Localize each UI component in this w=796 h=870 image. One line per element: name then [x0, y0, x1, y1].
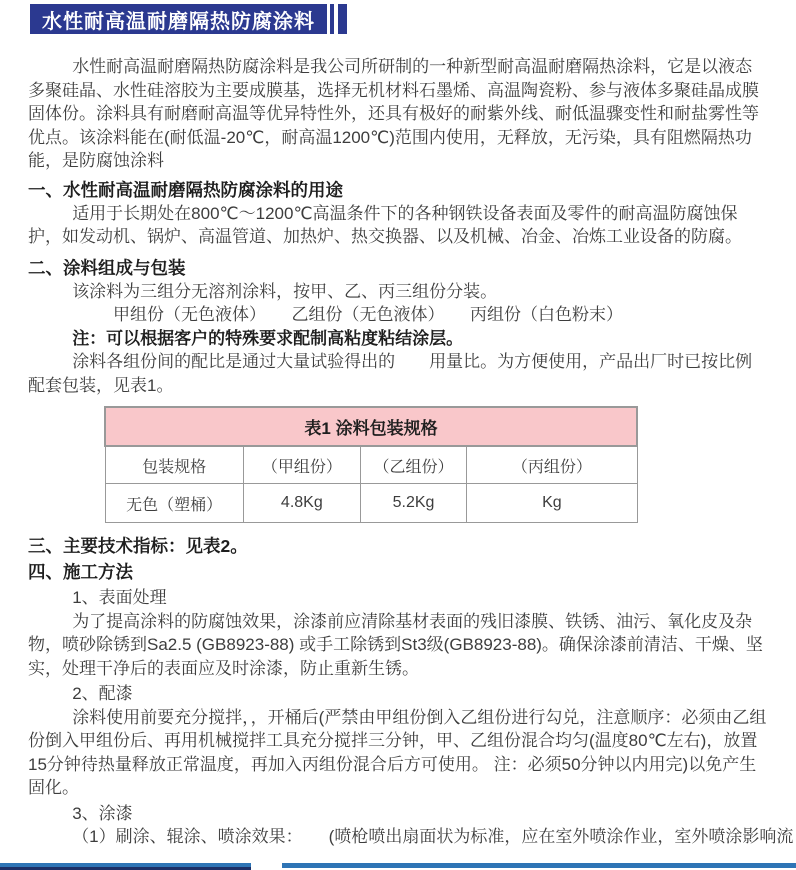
title-bar	[30, 4, 768, 34]
section-4-sub1-body: 为了提高涂料的防腐蚀效果，涂漆前应清除基材表面的残旧漆膜、铁锈、油污、氧化皮及杂物，喷砂除锈到Sa2.5 (GB8923-88) 或手工除锈到St3级(GB8923-88)。确保涂漆前清洁、干燥、坚实，处理干净后的表面应及时涂漆，防止重新生锈。	[28, 611, 763, 678]
table-header-cell: （乙组份）	[360, 446, 466, 484]
sub3-line-left-text: （1）刷涂、辊涂、喷涂效果：	[72, 827, 303, 846]
table-title-row	[105, 407, 637, 446]
section-2-note: 注：可以根据客户的特殊要求配制高粘度粘结涂层。	[72, 328, 464, 348]
section-2-components-line: 甲组份（无色液体） 乙组份（无色液体） 丙组份（白色粉末）	[113, 305, 623, 324]
table-header-cell: （甲组份）	[243, 446, 360, 484]
section-2-line3: 涂料各组份间的配比是通过大量试验得出的 用量比。为方便使用，产品出厂时已按比例配套包装，见表1。	[28, 352, 753, 395]
section-3-heading: 三、主要技术指标：见表2。	[28, 536, 248, 556]
sub3-line-right-text: (喷枪喷出扇面状为标准，应在室外喷涂作业，室外喷涂影响流	[328, 827, 794, 846]
section-1-body: 适用于长期处在800℃～1200℃高温条件下的各种钢铁设备表面及零件的耐高温防腐蚀保护，如发动机、锅炉、高温管道、加热炉、热交换器、以及机械、冶金、冶炼工业设备的防腐。	[28, 203, 742, 246]
page-title: 水性耐高温耐磨隔热防腐涂料	[30, 4, 327, 34]
table-data-row	[105, 484, 637, 523]
table-header-row	[105, 446, 637, 484]
table-header-cell: 包装规格	[105, 446, 243, 484]
section-4-sub2-body: 涂料使用前要充分搅拌，，开桶后(严禁由甲组份倒入乙组份进行勾兑，注意顺序：必须由乙组份倒入甲组份后、再用机械搅拌工具充分搅拌三分钟，甲、乙组份混合均匀(温度80℃左右)，放置15分钟待热量释放正常温度，再加入丙组份混合后方可使用。 注：必须50分钟以内用完)以免产生固化。	[28, 707, 767, 797]
table-header-cell: （丙组份）	[467, 446, 637, 484]
section-4-heading: 四、施工方法	[28, 562, 133, 582]
packaging-table	[104, 406, 638, 523]
bottom-blue-rule-right	[282, 863, 796, 868]
section-1-heading: 一、水性耐高温耐磨隔热防腐涂料的用途	[28, 179, 343, 200]
table-data-cell: Kg	[467, 484, 637, 523]
table-data-cell: 5.2Kg	[360, 484, 466, 523]
section-4-sub3-title: 3、涂漆	[72, 803, 133, 823]
section-2-heading: 二、涂料组成与包装	[28, 257, 186, 278]
table-title: 表1 涂料包装规格	[105, 407, 637, 446]
section-2-line1: 该涂料为三组分无溶剂涂料，按甲、乙、丙三组份分装。	[72, 281, 498, 301]
table-data-cell: 无色（塑桶）	[105, 484, 243, 523]
title-accent-bar-thick	[338, 4, 347, 34]
table-data-cell: 4.8Kg	[243, 484, 360, 523]
intro-paragraph: 水性耐高温耐磨隔热防腐涂料是我公司所研制的一种新型耐高温耐磨隔热涂料，它是以液态多聚硅晶、水性硅溶胶为主要成膜基，选择无机材料石墨烯、高温陶瓷粉、参与液体多聚硅晶成膜固体份。涂料具有耐磨耐高温等优异特性外，还具有极好的耐紫外线、耐低温骤变性和耐盐雾性等优点。该涂料能在(耐低温-20℃，耐高温1200℃)范围内使用，无释放，无污染，具有阻燃隔热功能，是防腐蚀涂料	[28, 57, 759, 170]
bottom-blue-rule-left	[0, 863, 251, 870]
section-4-sub1-title: 1、表面处理	[72, 588, 167, 607]
section-4-sub3-line	[72, 825, 794, 849]
section-4-sub2-title: 2、配漆	[72, 684, 133, 703]
title-accent-bar-thin	[330, 4, 334, 34]
